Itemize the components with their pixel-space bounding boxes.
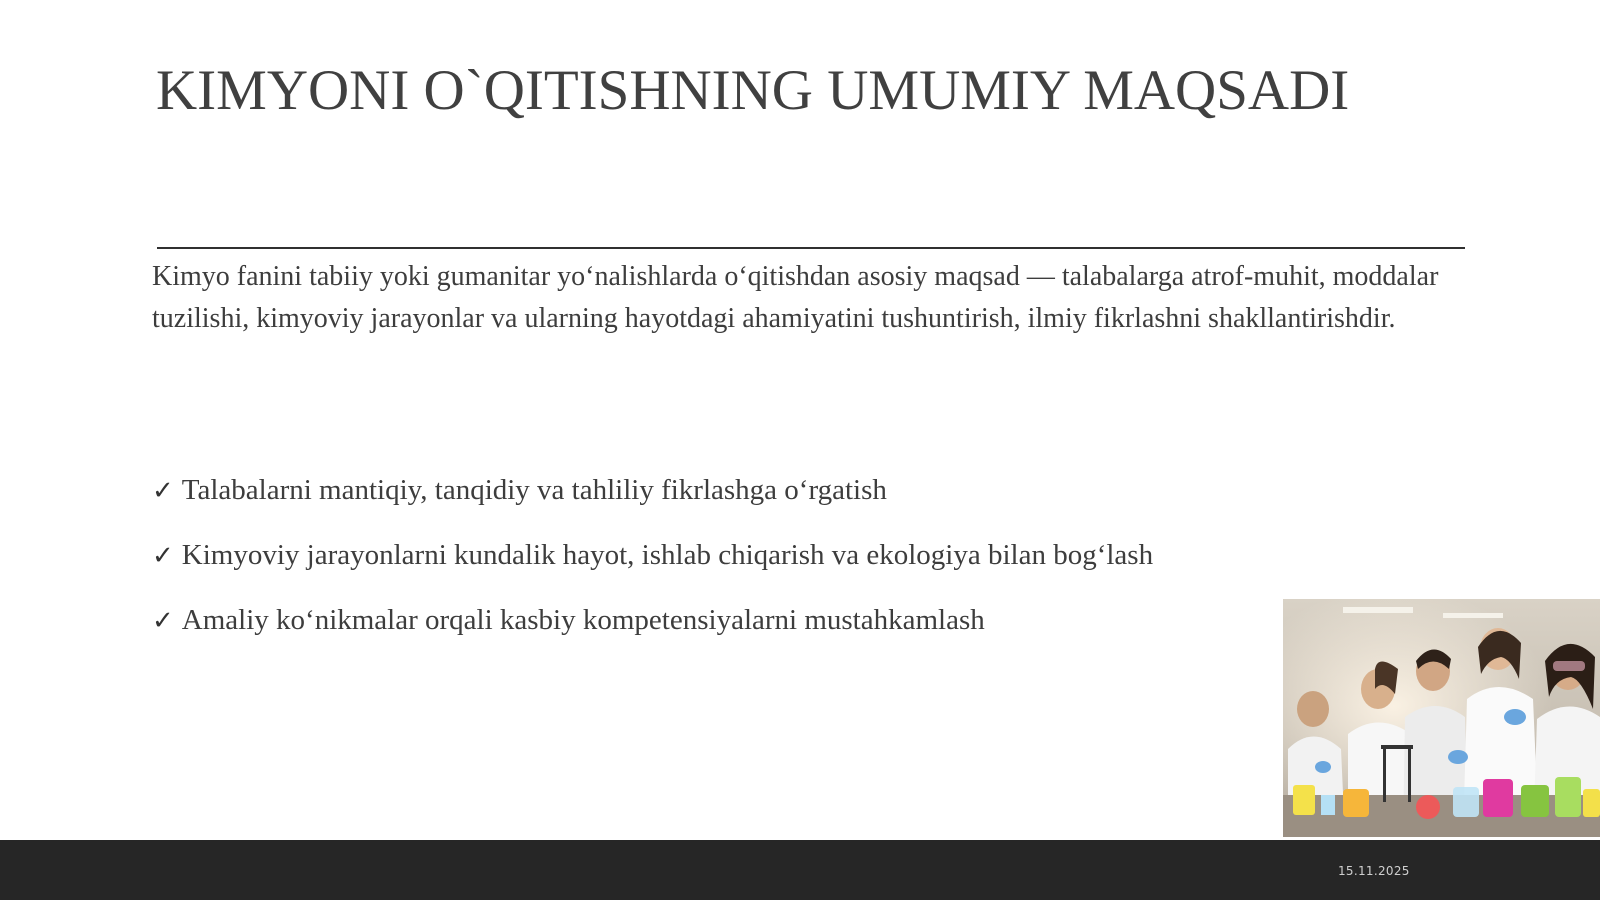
list-item-text: Amaliy ko‘nikmalar orqali kasbiy kompetensiyalarni mustahkamlash: [181, 604, 985, 636]
checkmark-icon: ✓: [152, 476, 174, 506]
slide-date: 15.11.2025: [1338, 864, 1410, 878]
list-item: [152, 469, 1302, 534]
title-divider: [157, 247, 1465, 249]
goal-list: [152, 469, 1302, 664]
list-item-text: Kimyoviy jarayonlarni kundalik hayot, ishlab chiqarish va ekologiya bilan bog‘lash: [181, 539, 1154, 571]
lab-photo-illustration: [1283, 599, 1600, 837]
checkmark-icon: ✓: [152, 541, 174, 571]
intro-paragraph: Kimyo fanini tabiiy yoki gumanitar yo‘nalishlarda o‘qitishdan asosiy maqsad — talabalarga atrof-muhit, moddalar tuzilishi, kimyoviy jarayonlar va ularning hayotdagi ahamiyatini tushuntirish, ilmiy fikrlashni shakllantirishdir.: [152, 261, 1439, 334]
list-item: [152, 599, 1302, 664]
list-item: [152, 534, 1302, 599]
students-in-chemistry-lab-photo: [1283, 599, 1600, 837]
slide-title: KIMYONI O`QITISHNING UMUMIY MAQSADI: [156, 59, 1350, 122]
checkmark-icon: ✓: [152, 606, 174, 636]
list-item-text: Talabalarni mantiqiy, tanqidiy va tahliliy fikrlashga o‘rgatish: [181, 474, 887, 506]
